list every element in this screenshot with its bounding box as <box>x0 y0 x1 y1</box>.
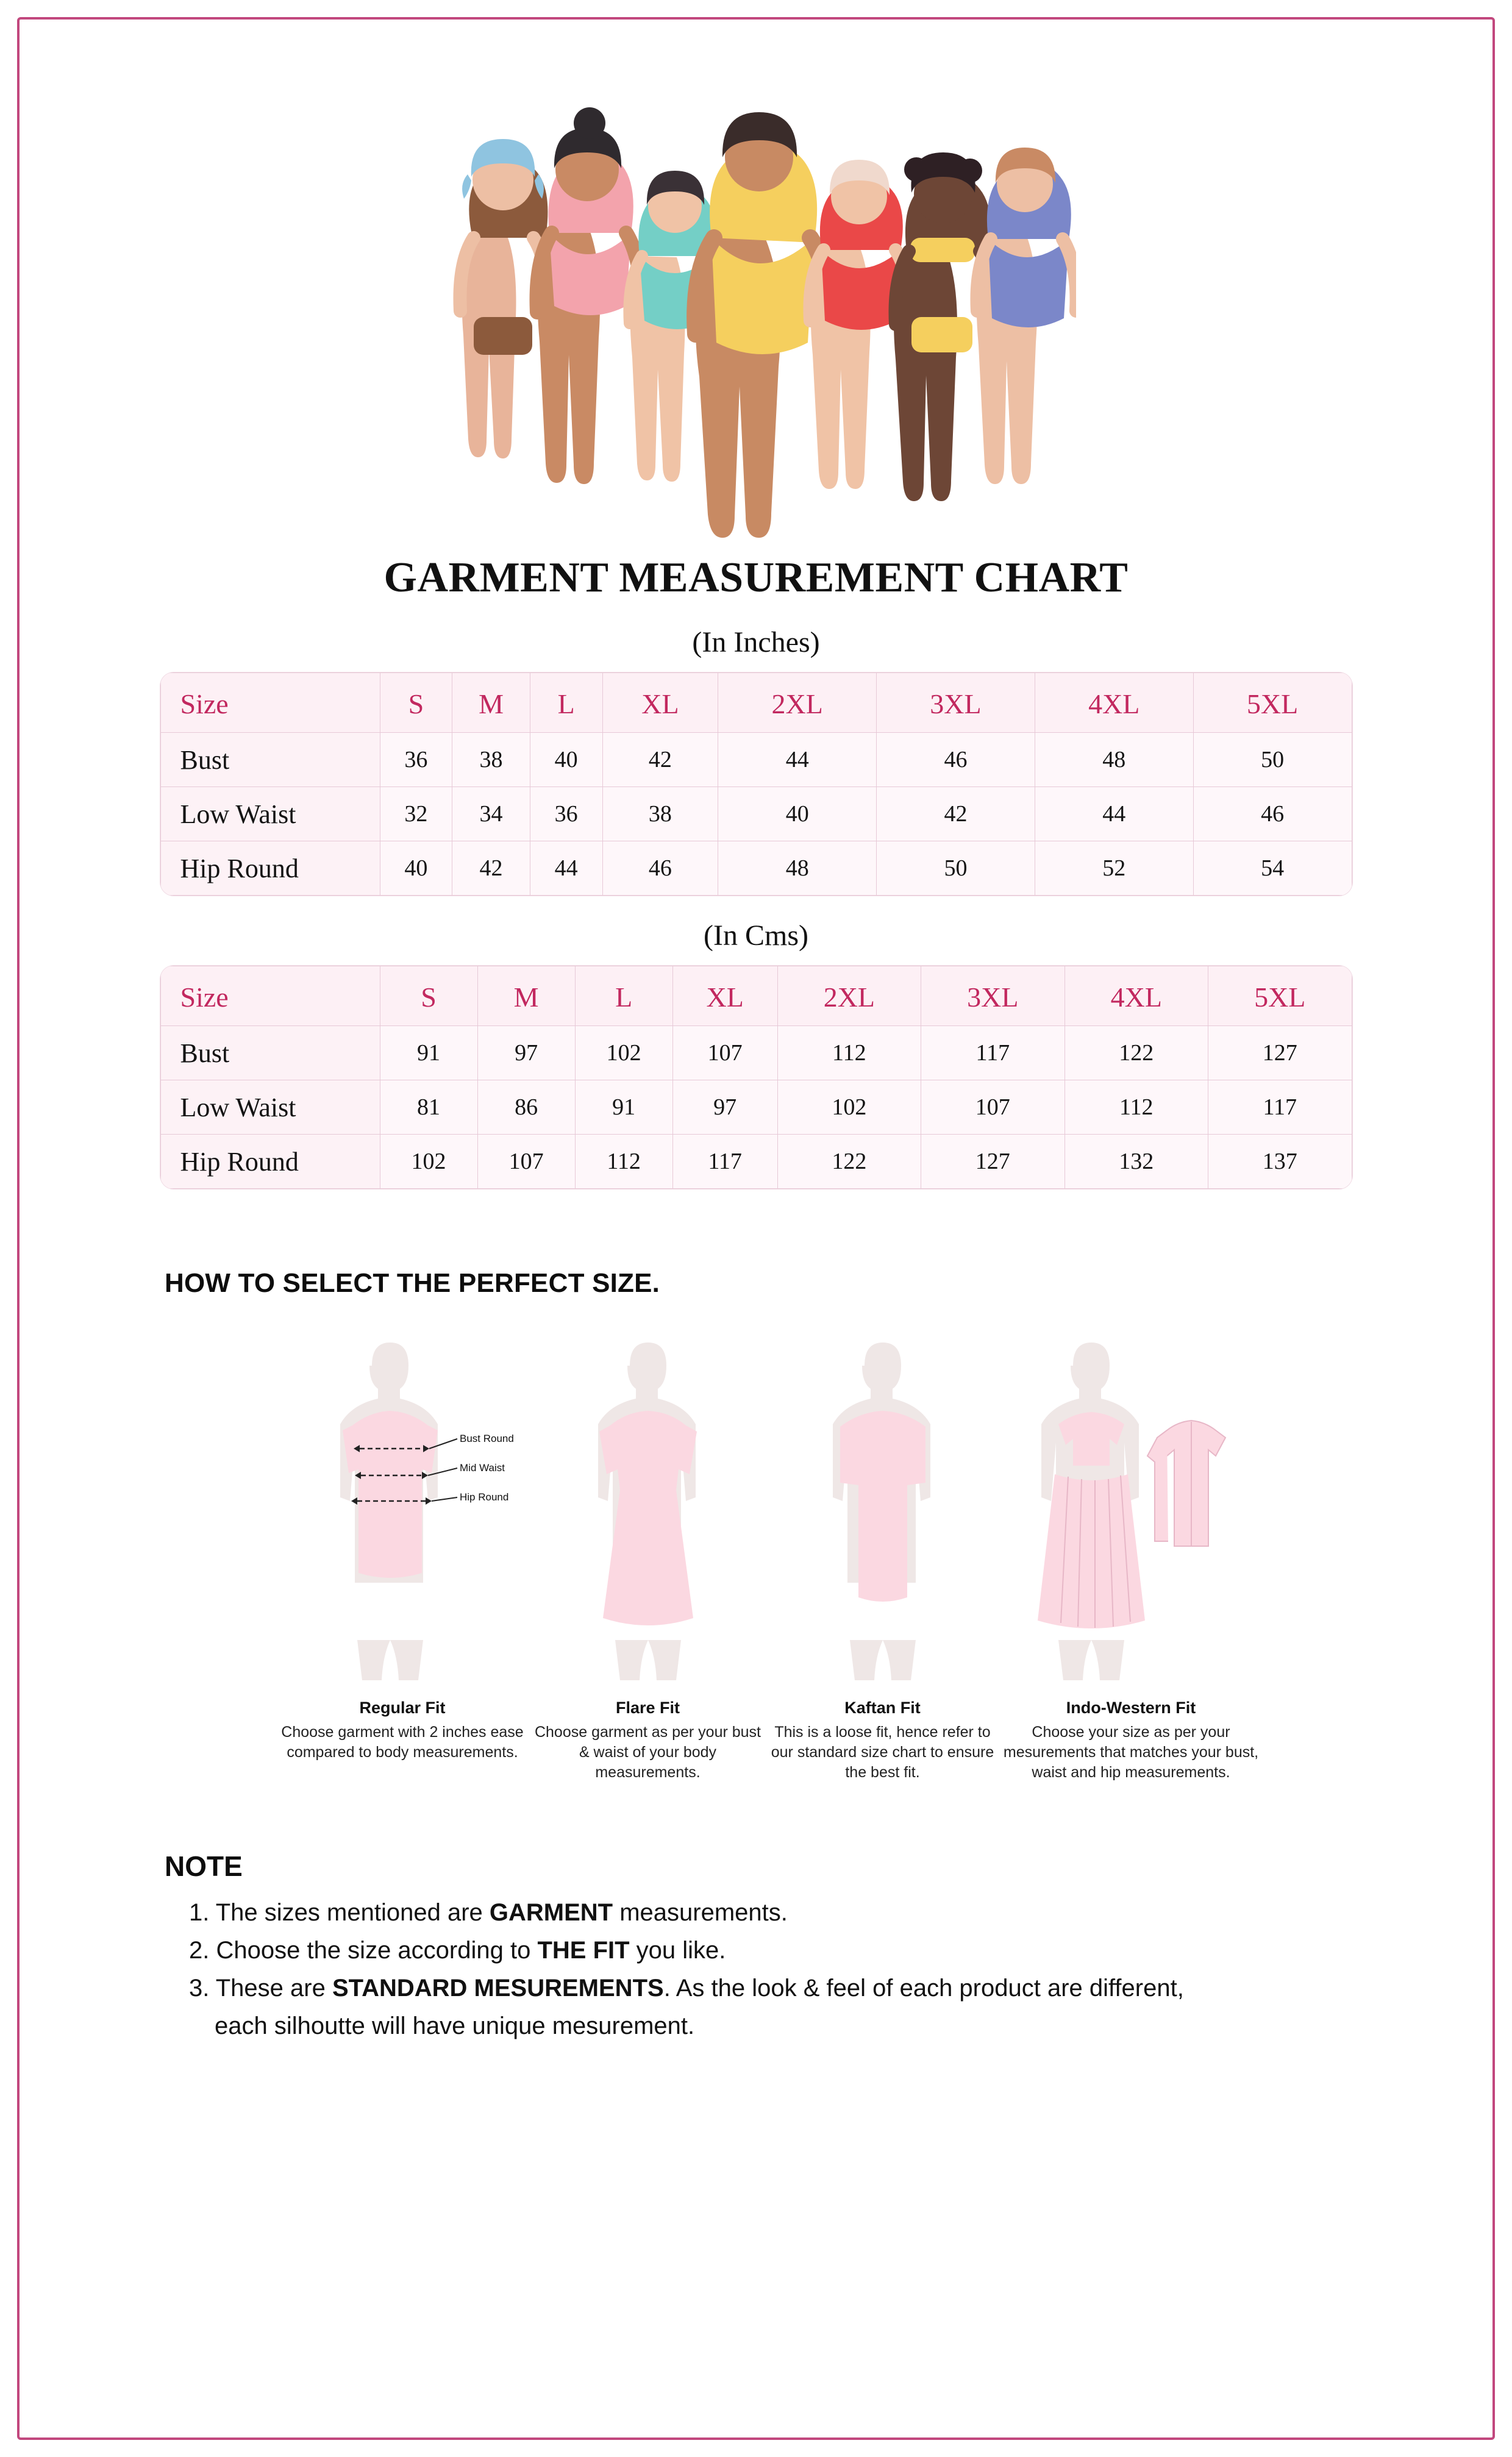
cell: 107 <box>477 1135 575 1189</box>
cell: 132 <box>1064 1135 1208 1189</box>
row-label: Hip Round <box>160 1135 380 1189</box>
cell: 42 <box>877 787 1035 841</box>
fit-regular <box>274 1317 530 1783</box>
cell: 44 <box>1035 787 1193 841</box>
flare-fit-illustration <box>544 1317 752 1689</box>
cell: 38 <box>452 733 530 787</box>
note-text: measurements. <box>613 1899 788 1926</box>
fit-indo-western <box>1000 1317 1262 1783</box>
cell: 102 <box>575 1026 672 1080</box>
fit-kaftan <box>765 1317 1000 1783</box>
note-title: NOTE <box>165 1850 243 1882</box>
column-header: Size <box>160 673 380 733</box>
inches-unit-label: (In Inches) <box>692 626 820 658</box>
cell: 36 <box>380 733 452 787</box>
table-header-row <box>160 673 1352 733</box>
note-item <box>189 1931 1421 1969</box>
row-label: Low Waist <box>160 1080 380 1135</box>
note-continuation: each silhoutte will have unique mesurement. <box>215 2013 695 2039</box>
cell: 46 <box>1193 787 1352 841</box>
cell: 117 <box>921 1026 1064 1080</box>
cell: 102 <box>777 1080 921 1135</box>
table-row <box>160 1026 1352 1080</box>
cell: 42 <box>602 733 718 787</box>
cell: 117 <box>1208 1080 1352 1135</box>
regular-fit-illustration <box>274 1317 530 1689</box>
column-header: 3XL <box>921 966 1064 1026</box>
svg-text:Mid Waist: Mid Waist <box>460 1462 505 1474</box>
body-diversity-illustration <box>91 37 1421 543</box>
cell: 86 <box>477 1080 575 1135</box>
column-header: S <box>380 966 477 1026</box>
cell: 40 <box>530 733 602 787</box>
table-row <box>160 733 1352 787</box>
note-item <box>189 1894 1421 1931</box>
cell: 48 <box>1035 733 1193 787</box>
cell: 117 <box>672 1135 777 1189</box>
row-label: Low Waist <box>160 787 380 841</box>
cell: 91 <box>575 1080 672 1135</box>
fit-name: Indo-Western Fit <box>1066 1699 1196 1717</box>
column-header: Size <box>160 966 380 1026</box>
note-text: 2. Choose the size according to <box>189 1937 538 1964</box>
page-title: GARMENT MEASUREMENT CHART <box>383 554 1129 601</box>
table-row <box>160 1135 1352 1189</box>
cell: 122 <box>1064 1026 1208 1080</box>
table-row <box>160 841 1352 896</box>
fit-flare <box>530 1317 765 1783</box>
cell: 46 <box>877 733 1035 787</box>
cms-table-wrapper <box>160 966 1352 1189</box>
column-header: XL <box>602 673 718 733</box>
column-header: 4XL <box>1064 966 1208 1026</box>
column-header: XL <box>672 966 777 1026</box>
cell: 112 <box>1064 1080 1208 1135</box>
cms-size-table <box>160 966 1352 1189</box>
table-row <box>160 787 1352 841</box>
fit-name: Kaftan Fit <box>844 1699 921 1717</box>
cell: 91 <box>380 1026 477 1080</box>
note-emphasis: STANDARD MESUREMENTS <box>332 1975 664 2002</box>
column-header: 5XL <box>1193 673 1352 733</box>
cell: 107 <box>672 1026 777 1080</box>
note-emphasis: THE FIT <box>537 1937 630 1964</box>
cell: 40 <box>718 787 877 841</box>
cell: 112 <box>777 1026 921 1080</box>
column-header: L <box>530 673 602 733</box>
indo-western-fit-illustration <box>1000 1317 1262 1689</box>
column-header: S <box>380 673 452 733</box>
cell: 107 <box>921 1080 1064 1135</box>
column-header: M <box>477 966 575 1026</box>
table-header-row <box>160 966 1352 1026</box>
row-label: Bust <box>160 733 380 787</box>
fit-description: Choose your size as per your mesurements that matches your bust, waist and hip measurements. <box>1003 1724 1259 1781</box>
cell: 127 <box>921 1135 1064 1189</box>
svg-text:Bust Round: Bust Round <box>460 1433 514 1444</box>
cell: 34 <box>452 787 530 841</box>
cell: 102 <box>380 1135 477 1189</box>
note-item <box>189 1969 1421 2007</box>
cell: 38 <box>602 787 718 841</box>
row-label: Bust <box>160 1026 380 1080</box>
cell: 40 <box>380 841 452 896</box>
column-header: 3XL <box>877 673 1035 733</box>
fit-types-row <box>91 1317 1421 1783</box>
fit-name: Regular Fit <box>359 1699 446 1717</box>
cell: 122 <box>777 1135 921 1189</box>
cell: 137 <box>1208 1135 1352 1189</box>
svg-text:Hip Round: Hip Round <box>460 1491 509 1503</box>
kaftan-fit-illustration <box>779 1317 986 1689</box>
fit-name: Flare Fit <box>615 1699 680 1717</box>
cell: 44 <box>530 841 602 896</box>
column-header: 5XL <box>1208 966 1352 1026</box>
howto-section-title: HOW TO SELECT THE PERFECT SIZE. <box>165 1268 660 1298</box>
note-emphasis: GARMENT <box>489 1899 613 1926</box>
column-header: 4XL <box>1035 673 1193 733</box>
column-header: L <box>575 966 672 1026</box>
note-text: you like. <box>629 1937 726 1964</box>
cell: 52 <box>1035 841 1193 896</box>
note-text: . As the look & feel of each product are different, <box>663 1975 1184 2002</box>
cell: 32 <box>380 787 452 841</box>
cell: 127 <box>1208 1026 1352 1080</box>
cell: 97 <box>477 1026 575 1080</box>
cell: 50 <box>877 841 1035 896</box>
cell: 54 <box>1193 841 1352 896</box>
cell: 112 <box>575 1135 672 1189</box>
cell: 50 <box>1193 733 1352 787</box>
cell: 46 <box>602 841 718 896</box>
fit-description: This is a loose fit, hence refer to our standard size chart to ensure the best fit. <box>771 1724 994 1781</box>
note-list <box>189 1894 1421 2045</box>
inches-table-wrapper <box>160 672 1352 896</box>
note-text: 3. These are <box>189 1975 332 2002</box>
cell: 44 <box>718 733 877 787</box>
cell: 36 <box>530 787 602 841</box>
column-header: 2XL <box>777 966 921 1026</box>
column-header: M <box>452 673 530 733</box>
column-header: 2XL <box>718 673 877 733</box>
fit-description: Choose garment as per your bust & waist of your body measurements. <box>534 1724 761 1781</box>
note-text: 1. The sizes mentioned are <box>189 1899 490 1926</box>
cell: 42 <box>452 841 530 896</box>
cell: 48 <box>718 841 877 896</box>
cell: 97 <box>672 1080 777 1135</box>
cell: 81 <box>380 1080 477 1135</box>
row-label: Hip Round <box>160 841 380 896</box>
table-row <box>160 1080 1352 1135</box>
cms-unit-label: (In Cms) <box>704 919 808 952</box>
fit-description: Choose garment with 2 inches ease compared to body measurements. <box>281 1724 524 1761</box>
inches-size-table <box>160 672 1352 896</box>
